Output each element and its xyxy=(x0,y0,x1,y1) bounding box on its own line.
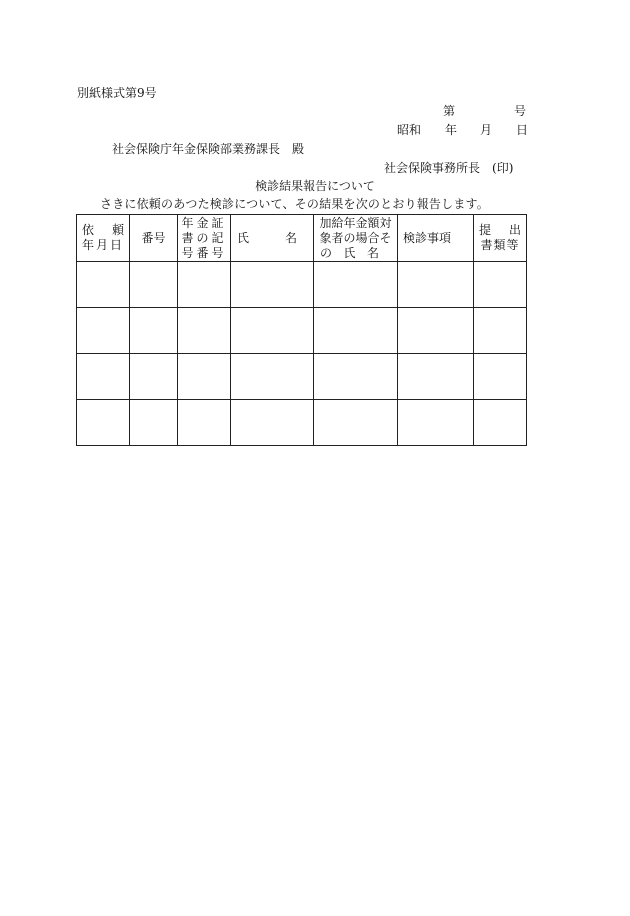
cell-name[interactable] xyxy=(231,308,314,354)
cell-dependent[interactable] xyxy=(314,308,398,354)
header-request-date-line2: 年月日 xyxy=(81,238,124,252)
cell-exam-items[interactable] xyxy=(398,262,474,308)
header-name xyxy=(231,215,314,262)
table-row xyxy=(77,354,527,400)
header-certificate-line3: 号番号 xyxy=(181,245,227,260)
body-text: さきに依頼のあつた検診について、その結果を次のとおり報告します。 xyxy=(100,197,489,211)
date-year-label: 年 xyxy=(445,123,458,137)
cell-number[interactable] xyxy=(130,354,178,400)
header-submitted-docs-line2: 書類等 xyxy=(480,238,520,252)
header-dependent-line1: 加給年金額対 xyxy=(319,215,392,230)
cell-certificate[interactable] xyxy=(178,400,231,446)
cell-exam-items[interactable] xyxy=(398,400,474,446)
report-table xyxy=(76,214,527,446)
cell-number[interactable] xyxy=(130,400,178,446)
cell-request-date[interactable] xyxy=(77,400,130,446)
document-title: 検診結果報告について xyxy=(255,179,375,193)
table-row xyxy=(77,262,527,308)
header-dependent-line2: 象者の場合そ xyxy=(319,230,392,245)
cell-exam-items[interactable] xyxy=(398,308,474,354)
header-dependent xyxy=(314,215,398,262)
cell-submitted-docs[interactable] xyxy=(474,400,527,446)
cell-dependent[interactable] xyxy=(314,354,398,400)
cell-certificate[interactable] xyxy=(178,308,231,354)
sender-seal: (印) xyxy=(492,161,514,175)
header-submitted-docs xyxy=(474,215,527,262)
cell-certificate[interactable] xyxy=(178,262,231,308)
cell-exam-items[interactable] xyxy=(398,354,474,400)
header-dependent-line3-a: の xyxy=(320,245,333,260)
document-number-prefix: 第 xyxy=(443,104,456,118)
header-request-date xyxy=(77,215,130,262)
cell-submitted-docs[interactable] xyxy=(474,308,527,354)
header-name-a: 氏 xyxy=(237,230,250,245)
header-request-date-a: 依 xyxy=(82,223,95,237)
table-row xyxy=(77,400,527,446)
cell-name[interactable] xyxy=(231,354,314,400)
date-month-label: 月 xyxy=(480,123,493,137)
sender-name: 社会保険事務所長 xyxy=(384,161,481,175)
header-certificate xyxy=(178,215,231,262)
cell-name[interactable] xyxy=(231,262,314,308)
header-dependent-line3-b: 氏 xyxy=(343,245,356,260)
header-certificate-line1: 年金証 xyxy=(181,215,227,230)
header-certificate-line2: 書の記 xyxy=(181,230,227,245)
addressee-honorific: 殿 xyxy=(292,142,305,156)
header-request-date-b: 頼 xyxy=(111,223,124,237)
table-row xyxy=(77,308,527,354)
cell-request-date[interactable] xyxy=(77,308,130,354)
cell-submitted-docs[interactable] xyxy=(474,262,527,308)
table-header-row xyxy=(77,215,527,262)
header-dependent-line3-c: 名 xyxy=(366,245,379,260)
cell-number[interactable] xyxy=(130,262,178,308)
header-submitted-docs-b: 出 xyxy=(508,223,521,237)
header-submitted-docs-a: 提 xyxy=(479,223,492,237)
cell-dependent[interactable] xyxy=(314,262,398,308)
cell-request-date[interactable] xyxy=(77,262,130,308)
document-number-suffix: 号 xyxy=(514,104,527,118)
cell-dependent[interactable] xyxy=(314,400,398,446)
date-day-label: 日 xyxy=(516,123,529,137)
cell-request-date[interactable] xyxy=(77,354,130,400)
header-name-b: 名 xyxy=(284,230,297,245)
addressee-line xyxy=(112,142,304,156)
cell-certificate[interactable] xyxy=(178,354,231,400)
form-number: 別紙様式第9号 xyxy=(77,86,157,100)
cell-submitted-docs[interactable] xyxy=(474,354,527,400)
sender-line xyxy=(384,161,513,175)
date-era: 昭和 xyxy=(397,123,422,137)
header-exam-items: 検診事項 xyxy=(398,215,474,262)
cell-number[interactable] xyxy=(130,308,178,354)
addressee-name: 社会保険庁年金保険部業務課長 xyxy=(112,142,281,156)
header-number: 番号 xyxy=(130,215,178,262)
cell-name[interactable] xyxy=(231,400,314,446)
